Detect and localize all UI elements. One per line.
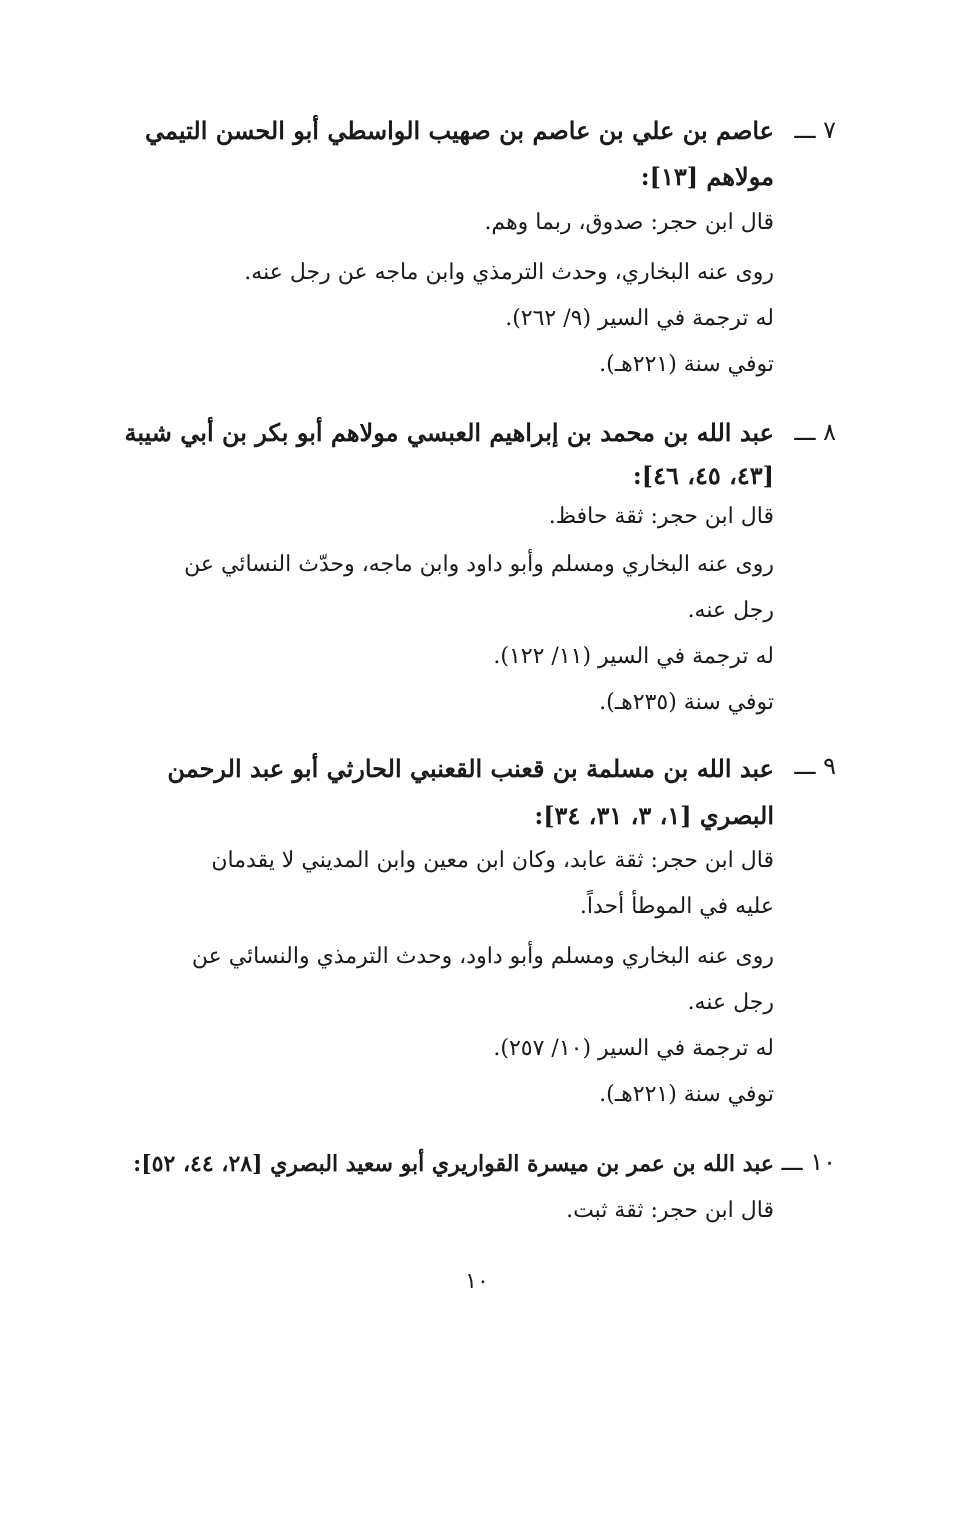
entry-narrators-line-cont: رجل عنه. — [687, 598, 774, 623]
entry-heading — [96, 410, 836, 496]
entry-heading-line: عبد الله بن عمر بن ميسرة القواريري أبو سعيد البصري [٢٨، ٤٤، ٥٢]: — [133, 1151, 774, 1177]
entry-grade-line: قال ابن حجر: ثقة ثبت. — [566, 1198, 774, 1223]
entry-heading-line: مولاهم [١٣]: — [640, 162, 774, 191]
entry-reference-line: له ترجمة في السير (١٠/ ٢٥٧). — [493, 1036, 774, 1061]
entry-body — [96, 838, 836, 1118]
entry-grade-line: قال ابن حجر: ثقة حافظ. — [548, 504, 774, 529]
entry-body — [96, 496, 836, 726]
entry-narrators-line: روى عنه البخاري ومسلم وأبو داود، وحدث الترمذي والنسائي عن — [191, 944, 774, 969]
biography-entry-7 — [96, 108, 836, 388]
entry-grade-line: قال ابن حجر: ثقة عابد، وكان ابن معين وابن المديني لا يقدمان — [211, 848, 774, 873]
page-number: ١٠ — [465, 1269, 489, 1294]
entry-heading-line: عبد الله بن محمد بن إبراهيم العبسي مولاهم أبو بكر بن أبي شيبة — [124, 418, 774, 447]
entry-body — [96, 200, 836, 388]
entry-death-line: توفي سنة (٢٢١هـ). — [599, 1082, 774, 1107]
entry-death-line: توفي سنة (٢٢١هـ). — [599, 352, 774, 377]
entry-grade-line: قال ابن حجر: صدوق، ربما وهم. — [484, 210, 774, 235]
entry-heading-line: عبد الله بن مسلمة بن قعنب القعنبي الحارثي أبو عبد الرحمن — [167, 754, 774, 783]
entry-narrators-line-cont: رجل عنه. — [687, 990, 774, 1015]
entry-reference-line: له ترجمة في السير (٩/ ٢٦٢). — [505, 306, 774, 331]
entry-number: ٧ ـــ — [794, 116, 836, 144]
entry-heading — [96, 108, 836, 200]
entry-body — [96, 1188, 836, 1234]
entry-heading-line: البصري [١، ٣، ٣١، ٣٤]: — [534, 801, 774, 830]
entry-heading — [96, 744, 836, 838]
entry-reference-line: له ترجمة في السير (١١/ ١٢٢). — [493, 644, 774, 669]
entry-death-line: توفي سنة (٢٣٥هـ). — [599, 690, 774, 715]
entry-narrators-line: روى عنه البخاري ومسلم وأبو داود وابن ماجه، وحدّث النسائي عن — [184, 552, 774, 577]
entry-heading-line: [٤٣، ٤٥، ٤٦]: — [632, 461, 774, 490]
entry-number: ١٠ ـــ — [781, 1148, 836, 1176]
entry-grade-line-cont: عليه في الموطأ أحداً. — [579, 894, 774, 919]
biography-entry-9 — [96, 744, 836, 1118]
entry-number: ٩ ـــ — [794, 752, 836, 780]
entry-number: ٨ ـــ — [794, 418, 836, 446]
biography-entry-8 — [96, 410, 836, 726]
entry-heading — [96, 1140, 836, 1188]
entry-narrators-line: روى عنه البخاري، وحدث الترمذي وابن ماجه عن رجل عنه. — [244, 260, 774, 285]
biography-entry-10 — [96, 1140, 836, 1234]
entry-heading-line: عاصم بن علي بن عاصم بن صهيب الواسطي أبو الحسن التيمي — [145, 116, 774, 145]
